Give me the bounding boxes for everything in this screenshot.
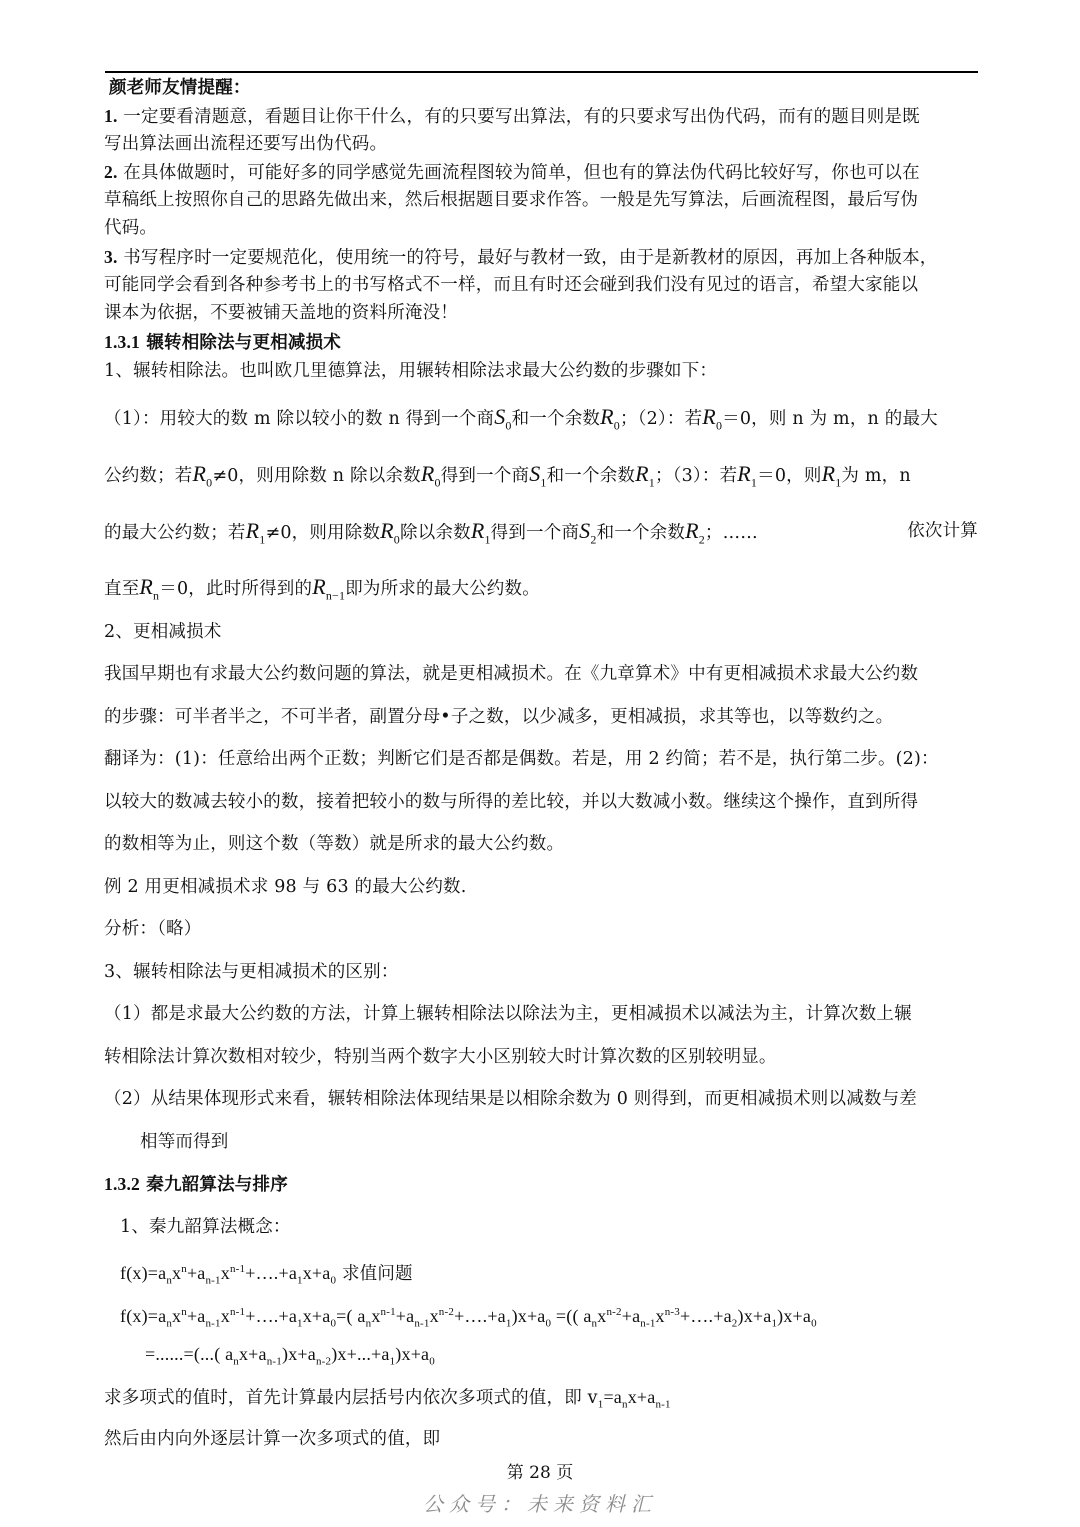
tip-title: 颜老师友情提醒： [109, 78, 251, 98]
section-heading-1-3-2: 1.3.2 秦九韶算法与排序 [104, 1174, 288, 1195]
difference-1-line-1: （1）都是求最大公约数的方法，计算上辗转相除法以除法为主，更相减损术以减法为主，计算次数上辗 [104, 1004, 912, 1024]
tip-paragraph-1-line-2: 写出算法画出流程还要写出伪代码。 [104, 134, 388, 154]
euclid-step-line-4: 直至$R_n=0$，此时所得到的$R_{n-1}$即为所求的最大公约数。 [104, 574, 540, 603]
tip-paragraph-3-line-3: 课本为依据，不要被铺天盖地的资料所淹没！ [104, 303, 458, 323]
subtraction-text-line-2: 的步骤：可半者半之，不可半者，副置分母•子之数，以少减多，更相减损，求其等也，以等数约之。 [104, 707, 894, 727]
difference-2-line-2: 相等而得到 [140, 1132, 229, 1152]
analysis: 分析：（略） [104, 919, 202, 939]
section-heading-1-3-1: 1.3.1 辗转相除法与更相减损术 [104, 332, 341, 353]
subtraction-text-line-3: 翻译为：(1)：任意给出两个正数；判断它们是否都是偶数。若是，用 2 约简；若不是，执行第二步。(2)： [104, 749, 939, 769]
subtraction-text-line-1: 我国早期也有求最大公约数问题的算法，就是更相减损术。在《九章算术》中有更相减损术求最大公约数 [104, 664, 919, 684]
difference-1-line-2: 转相除法计算次数相对较少，特别当两个数字大小区别较大时计算次数的区别较明显。 [104, 1047, 777, 1067]
subtraction-item-title: 2、更相减损术 [104, 622, 222, 642]
horner-text-line-1: 求多项式的值时，首先计算最内层括号内依次多项式的值，即 $v_1=a_nx+a_{n-1}$ [104, 1387, 671, 1411]
tip-paragraph-3-line-2: 可能同学会看到各种参考书上的书写格式不一样，而且有时还会碰到我们没有见过的语言，希望大家能以 [104, 275, 919, 295]
tip-paragraph-3-line-1: 3. 书写程序时一定要规范化，使用统一的符号，最好与教材一致，由于是新教材的原因，再加上各种版本， [104, 247, 938, 268]
subtraction-text-line-4: 以较大的数减去较小的数，接着把较小的数与所得的差比较，并以大数减小数。继续这个操作，直到所得 [104, 792, 919, 812]
polynomial-nested-form: =......=(...( $a_nx+a_{n-1})x+a_{n-2})x+...+a_1)x+a_0$ [145, 1344, 435, 1368]
tip-paragraph-1-line-1: 1. 一定要看清题意，看题目让你干什么，有的只要写出算法，有的只要求写出伪代码，而有的题目则是既 [104, 106, 920, 127]
tip-paragraph-2-line-3: 代码。 [104, 218, 158, 238]
horner-text-line-2: 然后由内向外逐层计算一次多项式的值，即 [104, 1429, 441, 1449]
top-rule [105, 71, 978, 73]
page-number: 第 28 页 [506, 1463, 574, 1483]
polynomial-formula: $f(x)=a_nx^n+a_{n-1}x^{n-1}+\dots.+a_1x+a_0$ 求值问题 [120, 1263, 413, 1287]
euclid-step-line-3: 的最大公约数；若$R_1\ne 0$，则用除数$R_0$除以余数$R_1$得到一个商$S_2$和一个余数$R_2$；…… 依次计算 [104, 518, 978, 547]
difference-2-line-1: （2）从结果体现形式来看，辗转相除法体现结果是以相除余数为 0 则得到，而更相减损术则以减数与差 [104, 1089, 917, 1109]
euclid-step-line-2: 公约数；若$R_0\ne 0$，则用除数 n 除以余数$R_0$得到一个商$S_1$和一个余数$R_1$；（3）：若$R_1=0$，则$R_1$为 m，n [104, 461, 911, 490]
euclid-item-title: 1、辗转相除法。也叫欧几里德算法，用辗转相除法求最大公约数的步骤如下： [104, 361, 718, 381]
difference-item-title: 3、辗转相除法与更相减损术的区别： [104, 962, 399, 982]
example-2: 例 2 用更相减损术求 98 与 63 的最大公约数. [104, 877, 467, 897]
horner-item-title: 1、秦九韶算法概念： [120, 1217, 291, 1237]
polynomial-expansion: $f(x)=a_nx^n+a_{n-1}x^{n-1}+\dots.+a_1x+a_0=$( $a_nx^{n-1}+a_{n-1}x^{n-2}+\dots.+a_1)x+a_0$ =(( $a_nx^{n-2}+a_{n-1}x^{n-3}+\dots.+a_2)x+a_1)x+a_0$ [120, 1306, 817, 1330]
subtraction-text-line-5: 的数相等为止，则这个数（等数）就是所求的最大公约数。 [104, 834, 565, 854]
tip-paragraph-2-line-1: 2. 在具体做题时，可能好多的同学感觉先画流程图较为简单，但也有的算法伪代码比较好写，你也可以在 [104, 162, 920, 183]
tip-paragraph-2-line-2: 草稿纸上按照你自己的思路先做出来，然后根据题目要求作答。一般是先写算法，后画流程图，最后写伪 [104, 190, 919, 210]
watermark: 公众号：未来资料汇 [423, 1492, 657, 1516]
euclid-step-line-1: （1）：用较大的数 m 除以较小的数 n 得到一个商$S_0$和一个余数$R_0$；（2）：若$R_0=0$，则 n 为 m，n 的最大 [104, 404, 938, 433]
